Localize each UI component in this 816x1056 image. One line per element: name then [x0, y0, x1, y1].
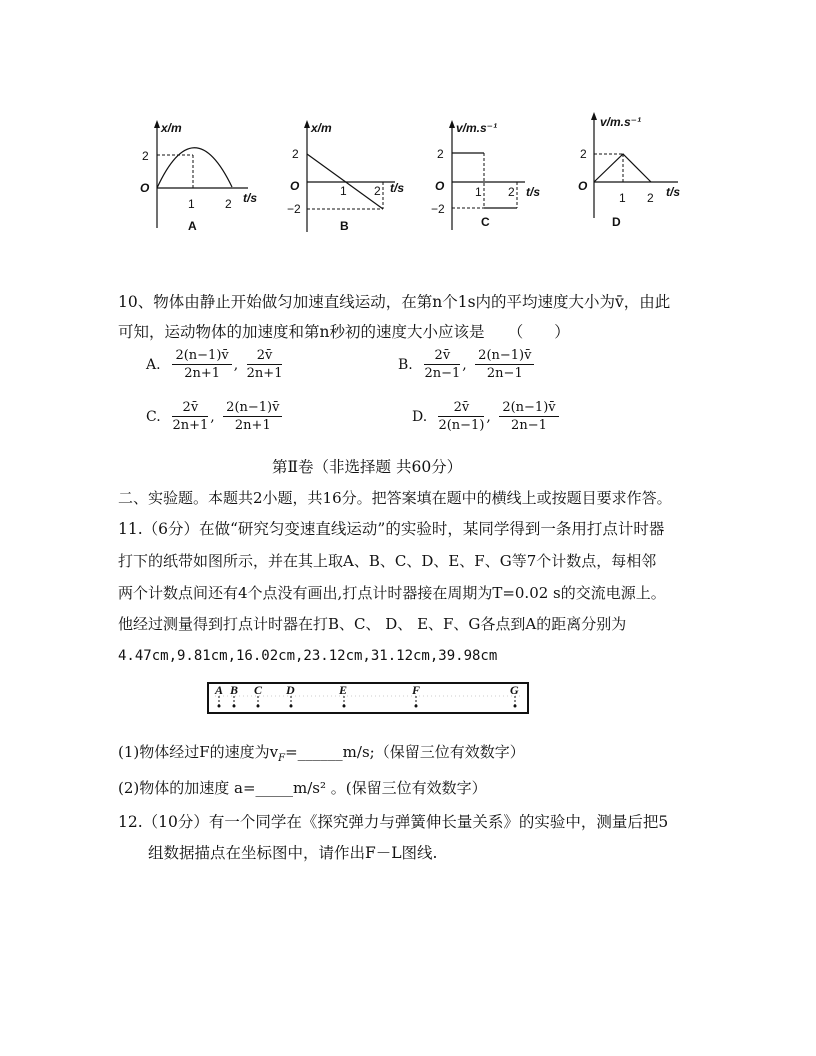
svg-text:C: C: [254, 683, 263, 697]
paper-tape-svg: [207, 680, 529, 716]
graph-b-ytick-neg: −2: [287, 202, 301, 216]
q11-line-4: 他经过测量得到打点计时器在打B、C、 D、 E、F、G各点到A的距离分别为: [118, 615, 627, 633]
q11-line-2: 打下的纸带如图所示，并在其上取A、B、C、D、E、F、G等7个计数点，每相邻: [118, 552, 657, 570]
graph-d-svg: [568, 110, 708, 235]
q10-line-2: 可知，运动物体的加速度和第n秒初的速度大小应该是 （ ）: [118, 323, 570, 341]
option-a-frac-1: $\frac{2(n-1)v̄}{2n+1}$: [172, 348, 231, 381]
q10-option-d[interactable]: D. $\frac{2v̄}{2(n-1)}$ , $\frac{2(n-1)v̄}{2n-1}$: [412, 400, 559, 433]
q10-option-b[interactable]: B. $\frac{2v̄}{2n-1}$ , $\frac{2(n-1)v̄}{2n-1}$: [398, 348, 534, 381]
section-2-intro: 二、实验题。本题共2小题，共16分。把答案填在题中的横线上或按题目要求作答。: [118, 489, 672, 507]
graph-a-origin: O: [140, 181, 150, 195]
q11-sub-1-post[interactable]: =______m/s;（保留三位有效数字）: [285, 743, 525, 761]
graph-a-svg: [130, 118, 270, 238]
q11-sub-1: [118, 742, 525, 769]
svg-text:B: B: [230, 683, 239, 697]
graph-c-ylabel: v/m.s⁻¹: [456, 121, 498, 135]
option-a-label: A.: [146, 356, 161, 373]
graph-a-ylabel: x/m: [161, 121, 182, 135]
graph-c-caption: C: [481, 215, 490, 229]
graph-d-xtick-1: 1: [619, 191, 626, 205]
paper-tape-figure: [207, 680, 529, 716]
graph-d-ylabel: v/m.s⁻¹: [600, 115, 642, 129]
q11-line-1: 11.（6分）在做“研究匀变速直线运动”的实验时，某同学得到一条用打点计时器: [118, 520, 665, 538]
graph-b: [280, 118, 420, 238]
option-c-frac-2: $\frac{2(n-1)v̄}{2n+1}$: [223, 400, 282, 433]
graph-b-xtick-1: 1: [340, 184, 347, 198]
graph-d-caption: D: [612, 215, 621, 229]
graph-d-xlabel: t/s: [666, 185, 681, 199]
graph-c-xtick-1: 1: [475, 185, 482, 199]
graph-b-xtick-2: 2: [374, 184, 381, 198]
graph-c-ytick-pos: 2: [437, 147, 444, 161]
graph-c-svg: [425, 118, 565, 238]
q11-line-5: 4.47cm,9.81cm,16.02cm,23.12cm,31.12cm,39.98cm: [118, 648, 498, 664]
svg-text:F: F: [412, 683, 421, 697]
q11-line-3: 两个计数点间还有4个点没有画出,打点计时器接在周期为T=0.02 s的交流电源上。: [118, 584, 666, 602]
option-a-frac-2: $\frac{2v̄}{2n+1}$: [246, 348, 283, 381]
graph-c: [425, 118, 565, 238]
svg-text:D: D: [286, 683, 295, 697]
q12-line-1: 12.（10分）有一个同学在《探究弹力与弹簧伸长量关系》的实验中，测量后把5: [118, 813, 669, 831]
option-b-frac-2: $\frac{2(n-1)v̄}{2n-1}$: [475, 348, 534, 381]
graph-d-xtick-2: 2: [647, 191, 654, 205]
q12-line-2: 组数据描点在坐标图中，请作出F－L图线.: [148, 844, 438, 862]
graph-b-xlabel: t/s: [390, 181, 405, 195]
graph-c-xtick-2: 2: [508, 185, 515, 199]
option-d-frac-2: $\frac{2(n-1)v̄}{2n-1}$: [499, 400, 558, 433]
section-2-title: 第Ⅱ卷（非选择题 共60分）: [272, 458, 463, 476]
graph-d: [568, 110, 708, 235]
graph-a-ytick: 2: [142, 149, 149, 163]
q11-sub-1-pre: (1)物体经过F的速度为v: [118, 743, 279, 761]
graph-b-svg: [280, 118, 420, 238]
q10-option-a[interactable]: A. $\frac{2(n-1)v̄}{2n+1}$ , $\frac{2v̄}{2n+1}$: [146, 348, 283, 381]
graph-c-origin: O: [435, 179, 445, 193]
option-d-frac-1: $\frac{2v̄}{2(n-1)}$: [438, 400, 485, 433]
graph-b-origin: O: [290, 179, 300, 193]
option-d-label: D.: [412, 408, 428, 425]
graph-a-xtick-1: 1: [188, 197, 195, 211]
graph-a-caption: A: [188, 219, 197, 233]
graph-b-caption: B: [340, 219, 349, 233]
svg-text:E: E: [339, 683, 348, 697]
svg-text:G: G: [510, 683, 519, 697]
graph-b-ylabel: x/m: [311, 121, 332, 135]
graph-b-ytick-pos: 2: [292, 147, 299, 161]
graph-a-xtick-2: 2: [225, 197, 232, 211]
q10-option-c[interactable]: C. $\frac{2v̄}{2n+1}$ , $\frac{2(n-1)v̄}{2n+1}$: [146, 400, 282, 433]
graph-a: [130, 118, 270, 238]
option-c-frac-1: $\frac{2v̄}{2n+1}$: [172, 400, 209, 433]
q11-sub-1-subscript: F: [278, 753, 286, 764]
q11-sub-2[interactable]: (2)物体的加速度 a=_____m/s² 。(保留三位有效数字）: [118, 779, 487, 797]
option-b-label: B.: [398, 356, 413, 373]
q10-line-1: 10、物体由静止开始做匀加速直线运动，在第n个1s内的平均速度大小为v̄，由此: [118, 293, 671, 311]
option-b-frac-1: $\frac{2v̄}{2n-1}$: [424, 348, 461, 381]
svg-text:A: A: [215, 683, 224, 697]
option-c-label: C.: [146, 408, 161, 425]
graph-d-origin: O: [578, 179, 588, 193]
graph-c-xlabel: t/s: [526, 185, 541, 199]
graph-c-ytick-neg: −2: [431, 202, 445, 216]
graph-d-ytick: 2: [580, 147, 587, 161]
graph-a-xlabel: t/s: [243, 191, 258, 205]
